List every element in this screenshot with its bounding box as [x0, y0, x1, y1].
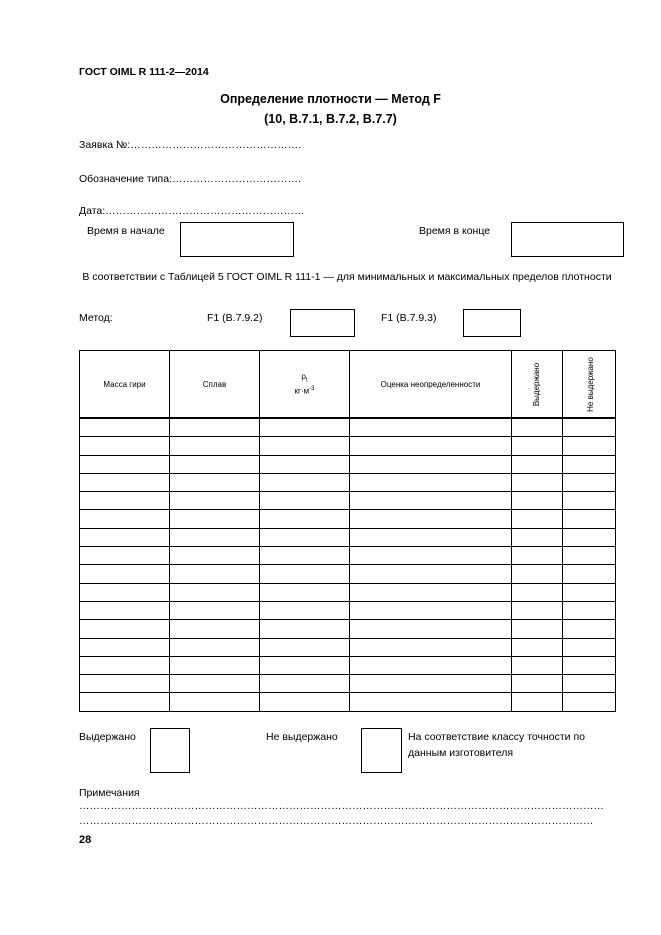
table-cell[interactable] [512, 656, 563, 674]
table-cell[interactable] [563, 656, 616, 674]
table-row [80, 418, 616, 437]
table-cell[interactable] [512, 510, 563, 528]
method-option2-label: F1 (В.7.9.3) [381, 312, 437, 324]
table-header-row [80, 351, 616, 419]
table-cell[interactable] [350, 437, 512, 455]
rho-unit: кг·м [294, 387, 310, 397]
table-cell[interactable] [170, 583, 260, 601]
start-time-box[interactable] [180, 222, 294, 257]
remarks-line-1: …………………………………………………………………………………………………………………………………… [79, 800, 604, 812]
failed-checkbox[interactable] [361, 728, 402, 773]
header-passed-text: Выдержано [532, 362, 542, 406]
standard-number: ГОСТ OIML R 111-2—2014 [79, 66, 209, 78]
table-cell[interactable] [350, 656, 512, 674]
table-cell[interactable] [350, 510, 512, 528]
table-cell[interactable] [260, 565, 350, 583]
table-cell[interactable] [512, 675, 563, 693]
table-cell[interactable] [260, 437, 350, 455]
table-cell[interactable] [563, 473, 616, 491]
table-cell[interactable] [260, 693, 350, 711]
table-cell[interactable] [350, 455, 512, 473]
class-compliance-label-line2: данным изготовителя [408, 747, 514, 759]
table-row [80, 528, 616, 546]
table-cell[interactable] [563, 510, 616, 528]
table-row [80, 547, 616, 565]
table-cell[interactable] [80, 675, 170, 693]
table-row [80, 675, 616, 693]
table-cell[interactable] [563, 675, 616, 693]
passed-checkbox[interactable] [150, 728, 190, 773]
passed-label: Выдержано [79, 731, 136, 743]
class-compliance-label-line1: На соответствие классу точности по [408, 731, 585, 743]
remarks-line-2: ………………………………………………………………………………………………………………………………… [79, 815, 594, 827]
page-title: Определение плотности — Метод F [220, 92, 441, 106]
table-cell[interactable] [563, 492, 616, 510]
table-row [80, 583, 616, 601]
table-cell[interactable] [350, 528, 512, 546]
table-cell[interactable] [170, 492, 260, 510]
table-cell[interactable] [260, 601, 350, 619]
table-row [80, 656, 616, 674]
table-cell[interactable] [170, 565, 260, 583]
table-cell[interactable] [512, 620, 563, 638]
table-cell[interactable] [80, 656, 170, 674]
table-cell[interactable] [512, 418, 563, 437]
table-cell[interactable] [80, 510, 170, 528]
rho-symbol: ρ [301, 371, 306, 381]
table-cell[interactable] [260, 583, 350, 601]
table-cell[interactable] [563, 620, 616, 638]
table-cell[interactable] [260, 492, 350, 510]
table-cell[interactable] [512, 473, 563, 491]
application-number-field: Заявка №:…………………………………………. [79, 139, 302, 151]
table-cell[interactable] [260, 455, 350, 473]
table-cell[interactable] [80, 492, 170, 510]
table-cell[interactable] [260, 638, 350, 656]
table-cell[interactable] [350, 693, 512, 711]
type-designation-field: Обозначение типа:………………………………. [79, 173, 301, 185]
table-cell[interactable] [170, 620, 260, 638]
table-cell[interactable] [170, 547, 260, 565]
table-cell[interactable] [260, 620, 350, 638]
table-cell[interactable] [80, 620, 170, 638]
table-cell[interactable] [80, 418, 170, 437]
table-cell[interactable] [563, 565, 616, 583]
table-cell[interactable] [260, 547, 350, 565]
table-cell[interactable] [350, 418, 512, 437]
table-cell[interactable] [512, 601, 563, 619]
table-cell[interactable] [350, 620, 512, 638]
method-option1-label: F1 (В.7.9.2) [207, 312, 263, 324]
header-density [260, 351, 350, 419]
header-passed [512, 351, 563, 419]
table-cell[interactable] [170, 418, 260, 437]
table-cell[interactable] [563, 418, 616, 437]
table-cell[interactable] [170, 638, 260, 656]
header-alloy: Сплав [170, 351, 260, 419]
table-cell[interactable] [512, 547, 563, 565]
table-cell[interactable] [350, 473, 512, 491]
table-row [80, 693, 616, 711]
table-cell[interactable] [563, 601, 616, 619]
table-cell[interactable] [80, 583, 170, 601]
density-table [79, 350, 616, 712]
table-cell[interactable] [350, 601, 512, 619]
table-row [80, 565, 616, 583]
end-time-label: Время в конце [419, 225, 491, 237]
header-mass: Масса гири [80, 351, 170, 419]
table-cell[interactable] [563, 693, 616, 711]
table-cell[interactable] [170, 473, 260, 491]
table-cell[interactable] [80, 693, 170, 711]
header-failed-text: Не выдержано [585, 356, 595, 412]
table-cell[interactable] [80, 473, 170, 491]
table-cell[interactable] [260, 656, 350, 674]
table-cell[interactable] [512, 455, 563, 473]
table-cell[interactable] [563, 437, 616, 455]
table-row [80, 455, 616, 473]
table-cell[interactable] [512, 565, 563, 583]
table-cell[interactable] [350, 565, 512, 583]
table-cell[interactable] [170, 675, 260, 693]
date-field: Дата:………………………………………………… [79, 205, 305, 217]
table-cell[interactable] [80, 455, 170, 473]
table-cell[interactable] [350, 583, 512, 601]
header-uncertainty: Оценка неопределенности [350, 351, 512, 419]
table-cell[interactable] [512, 638, 563, 656]
table-cell[interactable] [512, 693, 563, 711]
table-row [80, 620, 616, 638]
method-option1-box[interactable] [290, 309, 355, 337]
table-cell[interactable] [170, 455, 260, 473]
table-cell[interactable] [260, 675, 350, 693]
table-cell[interactable] [563, 583, 616, 601]
table-cell[interactable] [80, 547, 170, 565]
table-cell[interactable] [170, 510, 260, 528]
table-cell[interactable] [350, 492, 512, 510]
table-row [80, 492, 616, 510]
page-subtitle: (10, В.7.1, В.7.2, В.7.7) [264, 112, 397, 126]
header-failed [563, 351, 616, 419]
table-cell[interactable] [563, 528, 616, 546]
table-cell[interactable] [563, 638, 616, 656]
table-cell[interactable] [170, 437, 260, 455]
table-cell[interactable] [170, 656, 260, 674]
table-cell[interactable] [170, 693, 260, 711]
table-cell[interactable] [80, 437, 170, 455]
page-number: 28 [79, 834, 92, 846]
remarks-label: Примечания [79, 787, 140, 799]
table-row [80, 437, 616, 455]
table-cell[interactable] [80, 638, 170, 656]
rho-exponent: -3 [309, 386, 315, 393]
table-cell[interactable] [80, 565, 170, 583]
table-cell[interactable] [563, 547, 616, 565]
table-cell[interactable] [260, 418, 350, 437]
failed-label: Не выдержано [266, 731, 338, 743]
method-option2-box[interactable] [463, 309, 521, 337]
table-cell[interactable] [260, 473, 350, 491]
table-cell[interactable] [80, 601, 170, 619]
table-cell[interactable] [350, 638, 512, 656]
table-cell[interactable] [512, 492, 563, 510]
table-row [80, 601, 616, 619]
table-cell[interactable] [80, 528, 170, 546]
table-cell[interactable] [512, 528, 563, 546]
table-cell[interactable] [512, 437, 563, 455]
table-cell[interactable] [350, 547, 512, 565]
table-cell[interactable] [170, 601, 260, 619]
table-row [80, 510, 616, 528]
table-cell[interactable] [170, 528, 260, 546]
table-cell[interactable] [563, 455, 616, 473]
table-cell[interactable] [350, 675, 512, 693]
start-time-label: Время в начале [87, 225, 165, 237]
method-label: Метод: [79, 312, 113, 324]
table-row [80, 638, 616, 656]
end-time-box[interactable] [511, 222, 624, 257]
table-cell[interactable] [260, 528, 350, 546]
table-cell[interactable] [512, 583, 563, 601]
rho-subscript: t [305, 377, 308, 384]
table-row [80, 473, 616, 491]
density-limits-note: В соответствии с Таблицей 5 ГОСТ OIML R 111-1 — для минимальных и максимальных пределов плотности [82, 271, 612, 283]
table-cell[interactable] [260, 510, 350, 528]
